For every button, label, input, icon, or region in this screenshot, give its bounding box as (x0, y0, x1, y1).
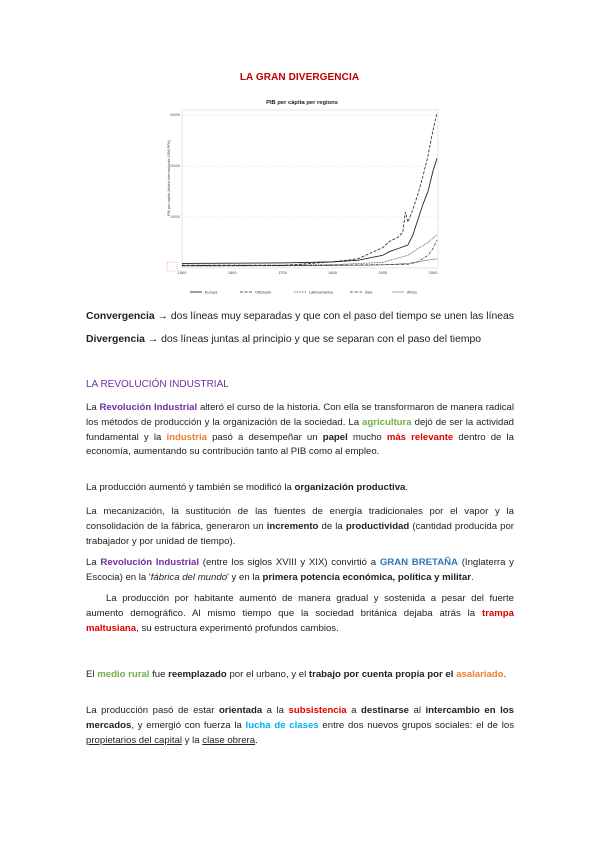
text: (entre los siglos XVIII y XIX) convirtió a (199, 557, 380, 568)
bold-incremento: incremento (266, 520, 319, 532)
text: . (470, 571, 474, 583)
text: de la (318, 520, 346, 532)
highlight-industria: industria (166, 431, 207, 443)
legend-label: Europa (205, 290, 218, 295)
legend-label: Latinoamérica (309, 290, 333, 295)
text: La producción pasó de estar (86, 705, 219, 716)
gdp-chart (164, 96, 446, 304)
x-tick-label: 1700 (277, 270, 287, 275)
x-tick-label: 1500 (177, 270, 187, 275)
text: ' y en la (227, 571, 263, 583)
series-line-latinoamérica (182, 235, 437, 266)
text: La producción aumentó y también se modificó la (86, 482, 295, 493)
paragraph-5 (86, 592, 514, 636)
plot-corner-mark (167, 262, 177, 271)
text: La mecanización, la sustitución de las fuentes de energía tradicionales por el vapor y la consolidación de la fábrica, generaron un (86, 506, 514, 532)
bold-reemplazado: reemplazado (168, 669, 227, 680)
arrow-icon: → (147, 334, 159, 345)
paragraph-3 (86, 505, 514, 549)
italic-fabrica: fábrica del mundo (150, 571, 228, 583)
text: dentro de la economía, aumentando su contribución tanto al PIB como al empleo. (86, 431, 514, 458)
divergence-definition (86, 334, 481, 345)
text: La (86, 402, 100, 413)
legend-label: Offshoots (255, 290, 272, 295)
bold-intercambio: intercambio en los mercados (86, 705, 514, 731)
highlight-asalariado: asalariado (456, 669, 504, 680)
legend-label: Àfrica (407, 290, 417, 295)
chart-legend (190, 290, 418, 294)
text: pasó a desempeñar un (206, 431, 323, 443)
text: , su estructura experimentó profundos cambios. (136, 622, 339, 634)
highlight-mas-relevante: más relevante (386, 431, 454, 443)
divergence-term: Divergencia (86, 334, 145, 345)
convergence-term: Convergencia (86, 311, 155, 322)
highlight-medio-rural: medio rural (97, 669, 150, 680)
highlight-trampa: trampa maltusiana (86, 607, 514, 634)
text: alteró el curso de la historia. Con ella se transformaron de manera radical los métodos de producción y la organización de la sociedad. La (86, 402, 514, 428)
text: mucho (347, 431, 387, 443)
y-tick-label: 10000 (170, 215, 180, 220)
convergence-text: dos líneas muy separadas y que con el paso del tiempo se unen las líneas (168, 311, 514, 322)
bold-papel: papel (322, 431, 348, 443)
underline-propietarios: propietarios del capital (86, 734, 182, 746)
x-tick-labels (178, 270, 439, 275)
bold-orientada: orientada (218, 705, 263, 716)
chart-title: PIB per càpita per regions (266, 100, 338, 106)
paragraph-4 (86, 556, 514, 586)
highlight-subsistencia: subsistencia (288, 705, 347, 716)
plot-frame (182, 110, 438, 268)
text: El (86, 669, 98, 680)
bold-productividad: productividad (345, 520, 410, 532)
bold-trabajo: trabajo por cuenta propia por el (308, 669, 454, 680)
x-tick-label: 1800 (328, 270, 338, 275)
text: La (86, 557, 101, 568)
x-tick-label: 1900 (378, 270, 388, 275)
paragraph-1 (86, 401, 514, 460)
text: (Inglaterra y Escocia) en la ' (86, 557, 514, 583)
y-tick-label: 20000 (170, 164, 180, 169)
text: fue (149, 669, 169, 680)
chart-series (182, 113, 437, 266)
text: , y emergió con fuerza la (131, 719, 246, 731)
highlight-revolucion: Revolución Industrial (100, 557, 200, 568)
text: . (255, 734, 258, 746)
highlight-gran-bretana: GRAN BRETAÑA (379, 557, 458, 568)
x-tick-label: 1600 (227, 270, 237, 275)
bold-destinarse: destinarse (361, 705, 410, 716)
text: La producción por habitante aumentó de manera gradual y sostenida a pesar del fuerte aumento demográfico. Al mismo tiempo que la sociedad británica dejaba atrás la (86, 593, 514, 619)
convergence-definition (86, 311, 514, 322)
text: (cantidad producida por trabajador y por unidad de tiempo). (86, 520, 515, 547)
x-tick-label: 2000 (428, 270, 438, 275)
text: dejó de ser la actividad fundamental y la (86, 416, 515, 443)
divergence-text: dos líneas juntas al principio y que se separan con el paso del tiempo (158, 334, 482, 345)
series-line-àsia (182, 240, 437, 265)
bold-organizacion: organización productiva (294, 482, 406, 493)
underline-clase-obrera: clase obrera (202, 734, 256, 746)
y-tick-labels (170, 113, 180, 219)
page-title: LA GRAN DIVERGENCIA (239, 72, 360, 83)
text: al (409, 705, 426, 716)
text: por el urbano, y el (226, 669, 309, 680)
chart-y-axis-label: PIB per càpita (dòlars internacionals 1990 PPA) (167, 140, 171, 216)
text: entre dos nuevos grupos sociales: el de los (318, 719, 514, 731)
series-line-offshoots (182, 113, 437, 266)
highlight-agricultura: agricultura (362, 416, 412, 428)
text: y la (182, 734, 203, 746)
highlight-revolucion: Revolución Industrial (99, 402, 198, 413)
arrow-icon: → (157, 311, 168, 322)
highlight-lucha: lucha de clases (245, 719, 319, 731)
series-line-europa (182, 158, 437, 263)
text: . (405, 482, 409, 493)
bold-primera-potencia: primera potencia económica, política y militar (262, 571, 471, 583)
paragraph-6 (86, 668, 514, 683)
text: . (503, 669, 507, 680)
text: a (346, 705, 362, 716)
y-tick-label: 30000 (170, 113, 180, 118)
section-title: LA REVOLUCIÓN INDUSTRIAL (86, 379, 229, 390)
chart-grid (182, 115, 438, 217)
text: a la (262, 705, 289, 716)
paragraph-2 (86, 481, 514, 496)
legend-label: Àsia (365, 290, 373, 295)
paragraph-7 (86, 704, 514, 748)
